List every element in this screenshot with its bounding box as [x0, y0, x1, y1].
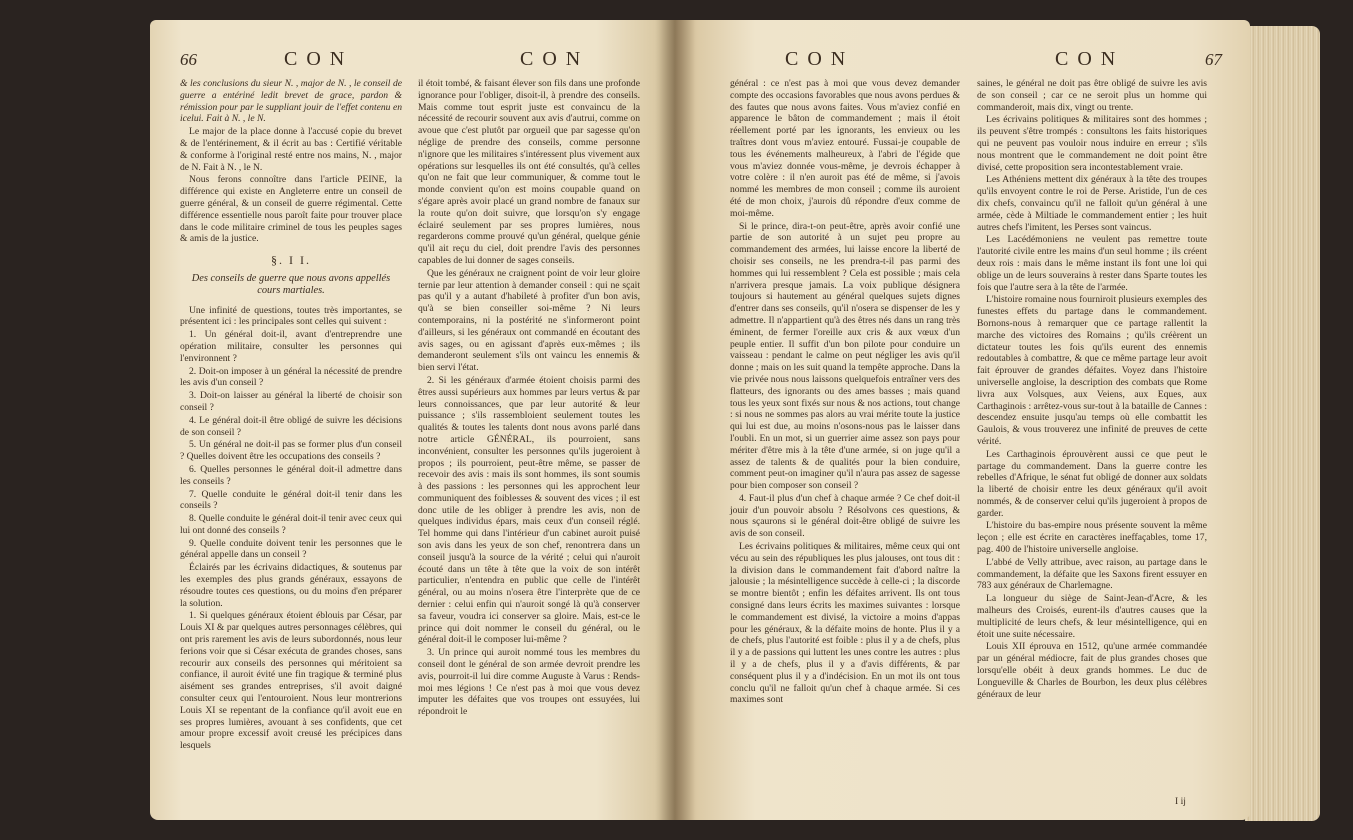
paragraph: Des conseils de guerre que nous avons appellés cours martiales. — [191, 272, 391, 296]
right-page-number: 67 — [1205, 50, 1222, 69]
paragraph: Si le prince, dira-t-on peut-être, après avoir confié une partie de son autorité à un sujet peu propre au commandement des armées, lui laisse encore la liberté de choisir ses conseils, ne les prendra-t-il pas parmi des hommes qui lui ressemblent ? Cela est possible ; mais cela n'arrivera presque jamais. La voix publique désignera toujours si hautement au général quelques sujets dignes d'entrer dans ses conseils, qu'il n'osera se dispenser de les y admettre. Il n'appartient qu'à des êtres nés dans un rang très éminent, de fermer l'oreille aux cris & aux vœux d'un peuple entier. Il suffit d'un bon pilote pour conduire un vaisseau : pendant le calme on peut négliger les avis qu'il donne ; mais on les suit quand la tempête approche. Dans la vie privée nous nous laissons quelquefois entraîner vers des flatteurs, des ignorants ou des ames basses ; mais quand tous les yeux sont fixés sur nous & nos actions, tout change : si nous ne sommes pas alors au vrai mérite toute la justice qui lui est due, au moins n'osons-nous pas le laisser dans l'oubli. En un mot, si un guerrier aime assez son pays pour mériter d'être mis à la tête d'une armée, si on juge qu'il a assez de talents & de qualités pour la bien conduire, comment peut-on imaginer qu'il n'aura pas assez de sagesse pour bien composer son conseil ? — [730, 220, 960, 492]
left-page — [150, 20, 675, 820]
paragraph: L'histoire du bas-empire nous présente souvent la même leçon ; elle est écrite en caractères ineffaçables, tome 17, pag. 400 de l'histoire universelle angloise. — [977, 520, 1207, 556]
right-running-head: CON — [785, 48, 855, 70]
paragraph: Les Lacédémoniens ne veulent pas remettre toute l'autorité civile entre les mains d'un seul homme ; ils créent deux rois : mais dans le même instant ils font une loi qui oblige un de leurs souverains à rester dans Sparte toutes les fois que l'autre sera à la tête de l'armée. — [977, 234, 1207, 293]
paragraph: 1. Si quelques généraux étoient éblouis par César, par Louis XI & par quelques autres personnages célèbres, qui ont pris rarement les avis de leurs subordonnés, nous leur ferions voir que si César exécuta de grandes choses, sans recourir aux conseils des personnes qui méritoient sa confiance, il auroit évité une fin tragique & terminé plus aisément ses grandes entreprises, s'il avoit daigné consulter ceux qui l'entouroient. Nous leur montrerions Louis XI se repentant de la confiance qu'il avoit eue en ses propres lumières, avouant à ses confidents, que cet amour propre excessif avoit creusé les précipices dans lesquels — [180, 610, 402, 752]
left-running-head: CON — [284, 48, 354, 70]
right-page — [675, 20, 1250, 820]
right-column-1 — [730, 78, 960, 707]
paragraph: 4. Le général doit-il être obligé de suivre les décisions de son conseil ? — [180, 414, 402, 438]
left-column-1 — [180, 78, 402, 753]
left-column-2 — [418, 78, 640, 719]
paragraph: 7. Quelle conduite le général doit-il tenir dans les conseils ? — [180, 488, 402, 512]
page-edges — [1245, 26, 1320, 821]
paragraph: Éclairés par les écrivains didactiques, & soutenus par les exemples des plus grands généraux, essayons de résoudre toutes ces questions, ou du moins d'en préparer la solution. — [180, 562, 402, 609]
paragraph: Une infinité de questions, toutes très importantes, se présentent ici : les principales sont celles qui suivent : — [180, 304, 402, 328]
paragraph: 1. Un général doit-il, avant d'entreprendre une opération militaire, consulter les personnes qui l'environnent ? — [180, 329, 402, 364]
book-gutter — [655, 20, 695, 820]
paragraph: Les écrivains politiques & militaires, même ceux qui ont vécu au sein des républiques les plus jalouses, ont tous dit : la division dans le commandement fait d'abord naître la jalousie ; la mésintelligence succède à celle-ci ; la discorde se montre bientôt ; enfin les défaites arrivent. Ils ont tous consigné dans leurs écrits les maximes suivantes : lorsque le commandement est divisé, la victoire a moins d'appas pour les généraux, & la défaite moins de honte. Plus il y a de chefs, plus l'autorité est foible : plus il y a de chefs, plus il y a de passions qui luttent les unes contre les autres : plus il y a de chefs, plus il y a d'avis différents, & par conséquent plus il y a d'indécision. En un mot ils ont tous conclu qu'il ne falloit qu'un chef à chaque armée. Si ces maximes sont — [730, 541, 960, 706]
paragraph: général : ce n'est pas à moi que vous devez demander compte des occasions favorables que nous avons perdues & des fautes que nous avons faites. Vous m'aviez confié en apparence le bâton de commandement ; mais il étoit réellement porté par les ignorants, les envieux ou les traîtres dont vous m'aviez entouré. Fussai-je coupable de tous les événements malheureux, à l'abri de l'égide que vous m'aviez donnée vous-même, je devrois échapper à votre colère : il n'en auroit pas été de même, si j'avois nommé les membres de mon conseil ; comme ils auroient été de mon choix, j'aurois dû répondre d'eux comme de moi-même. — [730, 78, 960, 219]
paragraph: Nous ferons connoître dans l'article PEINE, la différence qui existe en Angleterre entre un conseil de guerre général, & un conseil de guerre régimental. Cette différence essentielle nous paroît faite pour trouver place dans le code militaire criminel de tous les peuples sages & amis de la justice. — [180, 174, 402, 245]
paragraph: Les écrivains politiques & militaires sont des hommes ; ils peuvent s'être trompés : consultons les faits historiques qui ne peuvent pas vouloir nous induire en erreur ; s'ils nous montrent que le commandement ne doit point être divisé, cette proposition sera incontestablement vraie. — [977, 114, 1207, 173]
paragraph: 3. Doit-on laisser au général la liberté de choisir son conseil ? — [180, 390, 402, 413]
right-column-2 — [977, 78, 1207, 701]
paragraph: §. I I. — [271, 253, 311, 268]
paragraph: Les Carthaginois éprouvèrent aussi ce que peut le partage du commandement. Dans la guerre contre les rebelles d'Afrique, le sénat fut obligé de donner aux soldats la liberté de choisir entre les deux généraux qu'il avoit nommés, & de conserver celui qu'ils jugeroient à propos de garder. — [977, 448, 1207, 519]
paragraph: L'abbé de Velly attribue, avec raison, au partage dans le commandement, la défaite que les Saxons firent essuyer en 783 aux généraux de Charlemagne. — [977, 556, 1207, 592]
paragraph: 6. Quelles personnes le général doit-il admettre dans les conseils ? — [180, 463, 402, 487]
paragraph: La longueur du siège de Saint-Jean-d'Acre, & les malheurs des Croisés, eurent-ils d'autres causes que la multiplicité de leurs chefs, & leur mésintelligence, qui en étoit une suite nécessaire. — [977, 593, 1207, 640]
paragraph: 3. Un prince qui auroit nommé tous les membres du conseil dont le général de son armée devroit prendre les avis, pourroit-il lui dire comme Auguste à Varus : Rends-moi mes légions ! Ce n'est pas à moi que vous devez imputer les défaites que vos troupes ont essuyées, lui répondroit le — [418, 647, 640, 718]
paragraph: L'histoire romaine nous fourniroit plusieurs exemples des funestes effets du partage dans le commandement. Bornons-nous à remarquer que ce partage rallentit la marche des victoires des Romains ; qu'ils créèrent un dictateur toutes les fois qu'ils eurent des ennemis redoutables à combattre, & que ce même partage leur avoit fait éprouver de grandes défaites. Voyez dans l'histoire universelle angloise, la description des combats que Rome livra aux Volsques, aux Veiens, aux Eques, aux Carthaginois : arrêtez-vous sur-tout à la bataille de Cannes : descendez ensuite jusqu'au temps où elle combattit les Gaulois, & vous trouverez une infinité de preuves de cette vérité. — [977, 294, 1207, 447]
paragraph: Les Athéniens mettent dix généraux à la tête des troupes qu'ils envoyent contre le roi de Perse. Aristide, l'un de ces dix chefs, convaincu qu'il ne falloit qu'un général à une armée, cède à Miltiade le commandement entier ; les huit autres chefs l'imitent, les Perses sont vaincus. — [977, 174, 1207, 233]
paragraph: 9. Quelle conduite doivent tenir les personnes que le général appelle dans un conseil ? — [180, 537, 402, 561]
paragraph: 8. Quelle conduite le général doit-il tenir avec ceux qui lui ont donné des conseils ? — [180, 513, 402, 536]
paragraph: 2. Si les généraux d'armée étoient choisis parmi des êtres aussi supérieurs aux hommes par leurs vertus & par leurs connoissances, que par leur autorité & leur puissance ; s'ils rassembloient seulement toutes les qualités & toutes les talents dont nous avons parlé dans notre article GÉNÉRAL, ils pourroient, sans inconvénient, consulter les personnes qu'ils jugeroient à propos ; ils pourroient, peut-être même, se passer de recevoir des avis : mais ils sont hommes, ils sont soumis à des passions : les personnes qui les approchent leur communiquent des foiblesses & souvent des vices ; il est donc utile de les obliger à prendre les avis, non de quelques individus épars, mais ceux d'un conseil réglé. Tel homme qui dans l'intérieur d'un cabinet auroit puisé son avis dans les yeux de son chef, renontrera dans un conseil jusqu'à la source de la vérité ; celui qui n'auroit écouté dans un tête à tête que la voix de son intérêt particulier, n'entendra en public que celle de l'intérêt général, ou au moins n'osera être l'interprète que de ce dernier : celui enfin qui n'auroit songé là qu'à conserver sa faveur, voudra ici conserver sa gloire. Mais, est-ce le prince qui doit nommer le conseil du général, ou le général doit-il le composer lui-même ? — [418, 374, 640, 646]
paragraph: saines, le général ne doit pas être obligé de suivre les avis de son conseil ; car ce ne seroit plus un homme qui commanderoit, mais dix, vingt ou trente. — [977, 78, 1207, 113]
paragraph: Le major de la place donne à l'accusé copie du brevet & de l'entérinement, & il écrit au bas : Certifié véritable & conforme à l'original resté entre nos mains, N. , major de N. Fait à N. , le N. — [180, 126, 402, 173]
paragraph: & les conclusions du sieur N. , major de N. , le conseil de guerre a entériné ledit brevet de grace, pardon & rémission pour par le suppliant jouir de l'effet contenu en icelui. Fait à N. , le N. — [180, 78, 402, 125]
paragraph: 4. Faut-il plus d'un chef à chaque armée ? Ce chef doit-il jouir d'un pouvoir absolu ? Résolvons ces questions, & nous sçaurons si le général doit-être obligé de suivre les avis de son conseil. — [730, 492, 960, 540]
signature-mark: I ij — [1175, 796, 1186, 807]
paragraph: 5. Un général ne doit-il pas se former plus d'un conseil ? Quelles doivent être les occupations des conseils ? — [180, 439, 402, 463]
open-book — [150, 6, 1320, 836]
left-running-head-right: CON — [520, 48, 590, 70]
paragraph: il étoit tombé, & faisant élever son fils dans une profonde ignorance pour l'obliger, disoit-il, à prendre des conseils. Mais comme tout esprit juste est convaincu de la nécessité de recourir souvent aux avis d'autrui, comme on avoue que c'est plutôt par orgueil que par sagesse qu'on néglige de prendre des conseils, comme personne n'ignore que les militaires s'intéressent plus vivement aux opérations sur lesquelles ils ont été consultés, qu'à celles qu'on ne fait que leur communiquer, & comme tout le monde convient qu'on est moins coupable quand on s'égare après avoir placé un grand nombre de fanaux sur la route qu'on doit suivre, que lorsqu'on s'y engage éclairé seulement par ses propres lumières, nous regarderons comme prouvé qu'un général, quelque génie qu'il ait reçu du ciel, doit prendre l'avis des personnes capables de lui donner de sages conseils. — [418, 78, 640, 266]
paragraph: Louis XII éprouva en 1512, qu'une armée commandée par un général médiocre, fait de plus grandes choses que lorsqu'elle obéit à deux grands hommes. Le duc de Longueville & Charles de Bourbon, les deux plus célèbres généraux de leur — [977, 641, 1207, 700]
right-running-head-right: CON — [1055, 48, 1125, 70]
paragraph: Que les généraux ne craignent point de voir leur gloire ternie par leur attention à demander conseil : qui ne sçait pas qu'il y a autant d'habileté à profiter d'un bon avis, qu'à se bien conseiller soi-même ? Ni leurs contemporains, ni la postérité ne s'informeront point d'ailleurs, si les généraux ont commandé en écoutant des avis sages, ou en agissant d'après eux-mêmes ; ils demanderont seulement s'ils ont vaincu les ennemis & bien servi l'état. — [418, 267, 640, 374]
paragraph: 2. Doit-on imposer à un général la nécessité de prendre les avis d'un conseil ? — [180, 365, 402, 389]
left-page-number: 66 — [180, 50, 197, 69]
